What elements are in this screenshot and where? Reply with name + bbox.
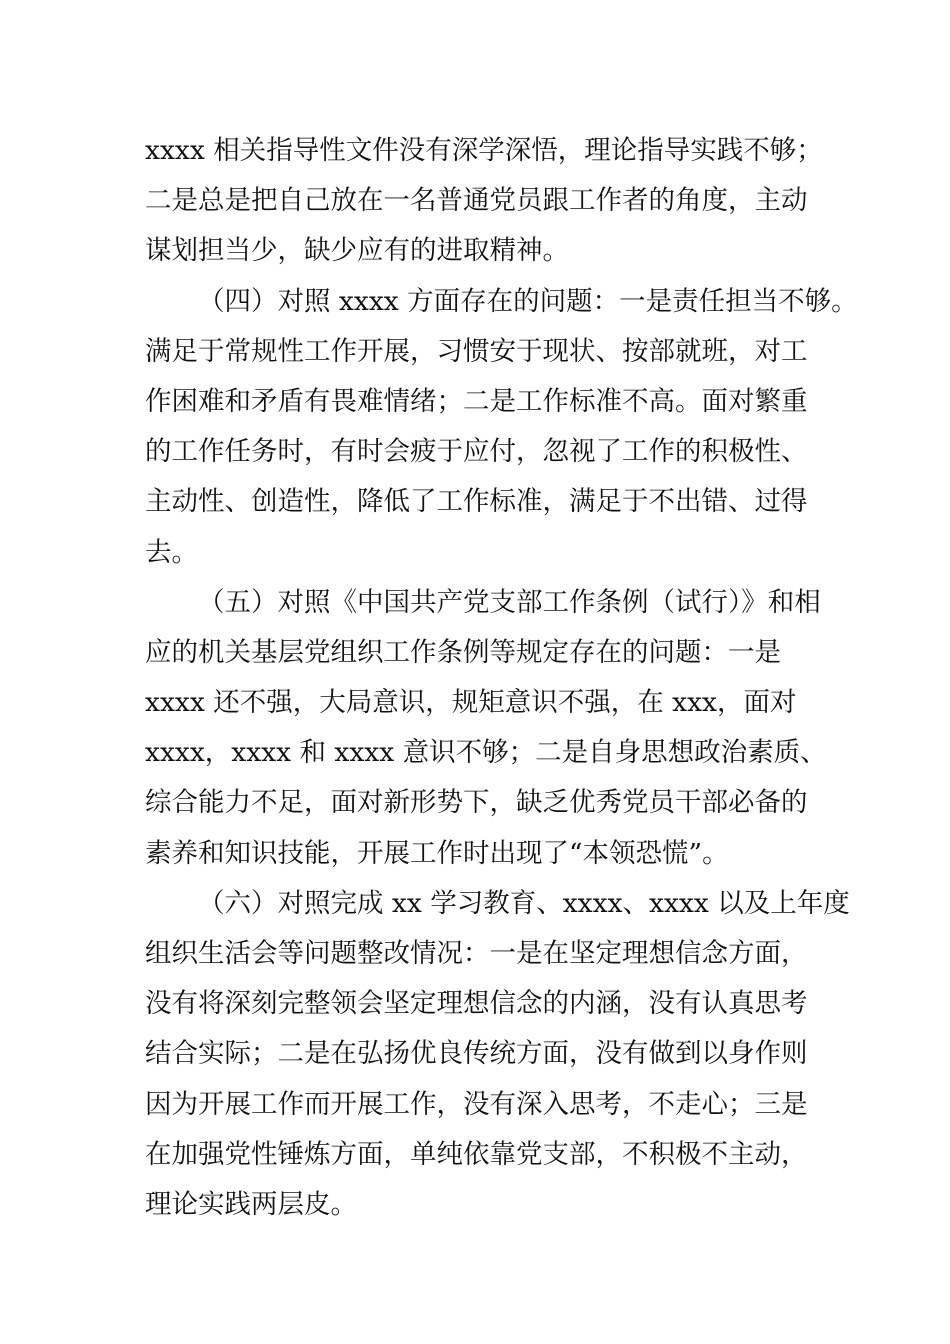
text-line: 结合实际；二是在弘扬优良传统方面，没有做到以身作则	[145, 1038, 808, 1070]
text-line: （五）对照《中国共产党支部工作条例（试行）》和相	[198, 586, 821, 618]
text-line: 作困难和矛盾有畏难情绪；二是工作标准不高。面对繁重	[145, 385, 808, 417]
text-line: 组织生活会等问题整改情况：一是在坚定理想信念方面，	[145, 938, 808, 969]
text-line: 应的机关基层党组织工作条例等规定存在的问题：一是	[145, 636, 781, 668]
text-line: （六）对照完成 xx 学习教育、xxxx、xxxx 以及上年度	[198, 887, 850, 919]
text-line: xxxx 还不强，大局意识，规矩意识不强，在 xxx，面对	[145, 687, 797, 719]
text-line: 谋划担当少，缺少应有的进取精神。	[145, 235, 569, 267]
text-line: xxxx，xxxx 和 xxxx 意识不够；二是自身思想政治素质、	[145, 737, 827, 769]
text-line: 素养和知识技能，开展工作时出现了“本领恐慌”。	[145, 837, 729, 869]
text-line: 理论实践两层皮。	[145, 1188, 357, 1220]
text-line: 因为开展工作而开展工作，没有深入思考，不走心；三是	[145, 1088, 808, 1120]
text-line: 去。	[145, 536, 198, 568]
paragraph-five	[145, 578, 825, 879]
text-line: 满足于常规性工作开展，习惯安于现状、按部就班，对工	[145, 335, 808, 367]
document-body	[145, 126, 858, 1230]
text-line: 主动性、创造性，降低了工作标准，满足于不出错、过得	[145, 486, 808, 518]
text-line: xxxx 相关指导性文件没有深学深悟，理论指导实践不够；	[145, 135, 823, 166]
text-line: 在加强党性锤炼方面，单纯依靠党支部，不积极不主动，	[145, 1138, 808, 1170]
text-line: 二是总是把自己放在一名普通党员跟工作者的角度，主动	[145, 185, 808, 217]
paragraph-four	[145, 277, 858, 578]
paragraph-six	[145, 879, 850, 1230]
paragraph-continuation	[145, 126, 825, 277]
text-line: 的工作任务时，有时会疲于应付，忽视了工作的积极性、	[145, 436, 808, 468]
text-line: 没有将深刻完整领会坚定理想信念的内涵，没有认真思考	[145, 988, 808, 1020]
text-line: 综合能力不足，面对新形势下，缺乏优秀党员干部必备的	[145, 787, 808, 819]
text-line: （四）对照 xxxx 方面存在的问题：一是责任担当不够。	[198, 285, 858, 317]
